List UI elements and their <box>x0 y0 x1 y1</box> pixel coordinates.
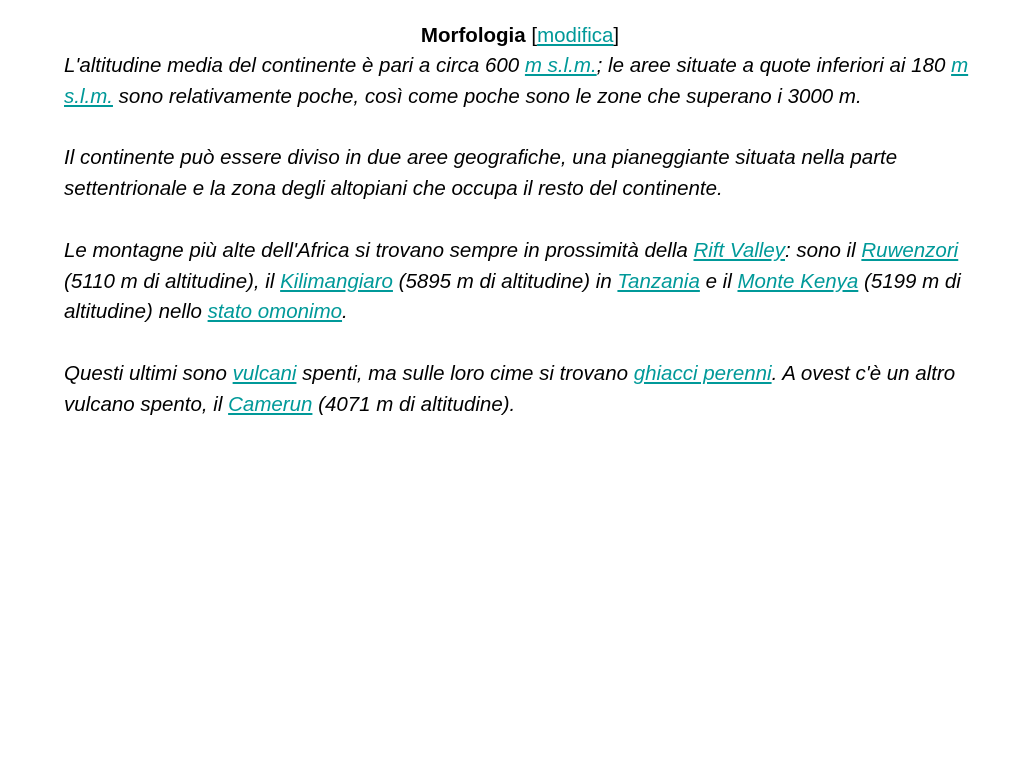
section-title: Morfologia <box>420 24 526 47</box>
text: : sono il <box>785 238 862 262</box>
text: e il <box>699 269 738 293</box>
link-kilimangiaro[interactable]: Kilimangiaro <box>280 269 393 293</box>
slide <box>64 20 976 421</box>
text: ; le aree situate a quote inferiori ai 180 <box>596 54 952 77</box>
link-m-slm[interactable]: m s.l.m. <box>524 54 597 77</box>
text: spenti, ma sulle loro cime si trovano <box>296 361 634 385</box>
text: . A ovest c'è un altro vulcano spento, il <box>64 361 956 416</box>
paragraph-gap <box>64 328 976 359</box>
link-stato-omonimo[interactable]: stato omonimo <box>207 300 343 324</box>
link-ruwenzori[interactable]: Ruwenzori <box>861 238 959 262</box>
paragraph-altitude <box>64 51 976 113</box>
text: L'altitudine media del continente è pari a circa 600 <box>64 54 525 77</box>
text: (5110 m di altitudine), il <box>64 269 281 293</box>
bracket-open: [ <box>525 24 538 47</box>
link-vulcani[interactable]: vulcani <box>232 361 297 385</box>
section-heading <box>64 20 976 51</box>
link-monte-kenya[interactable]: Monte Kenya <box>737 269 859 293</box>
link-ghiacci-perenni[interactable]: ghiacci perenni <box>633 361 772 385</box>
text: (5199 m di altitudine) nello <box>64 269 961 324</box>
text: sono relativamente poche, così come poche sono le zone che superano i 3000 m. <box>112 84 862 108</box>
paragraph-geographic-areas <box>64 143 976 205</box>
text: . <box>342 300 348 324</box>
text: Le montagne più alte dell'Africa si trovano sempre in prossimità della <box>64 238 694 262</box>
link-tanzania[interactable]: Tanzania <box>617 269 700 293</box>
paragraph-volcanoes <box>64 359 976 421</box>
paragraph-gap <box>64 113 976 144</box>
paragraph-mountains <box>64 236 976 328</box>
text: Il continente può essere diviso in due aree geografiche, una pianeggiante situata nella parte settentrionale e la zona degli altopiani che occupa il resto del continente. <box>64 146 898 201</box>
paragraph-gap <box>64 205 976 236</box>
bracket-close: ] <box>613 24 620 47</box>
edit-link[interactable]: modifica <box>537 24 614 47</box>
link-camerun[interactable]: Camerun <box>228 392 313 416</box>
link-rift-valley[interactable]: Rift Valley <box>693 238 786 262</box>
text: (5895 m di altitudine) in <box>392 269 618 293</box>
link-m-slm-2[interactable]: m s.l.m. <box>64 54 969 108</box>
text: Questi ultimi sono <box>64 361 233 385</box>
text: (4071 m di altitudine). <box>312 392 516 416</box>
